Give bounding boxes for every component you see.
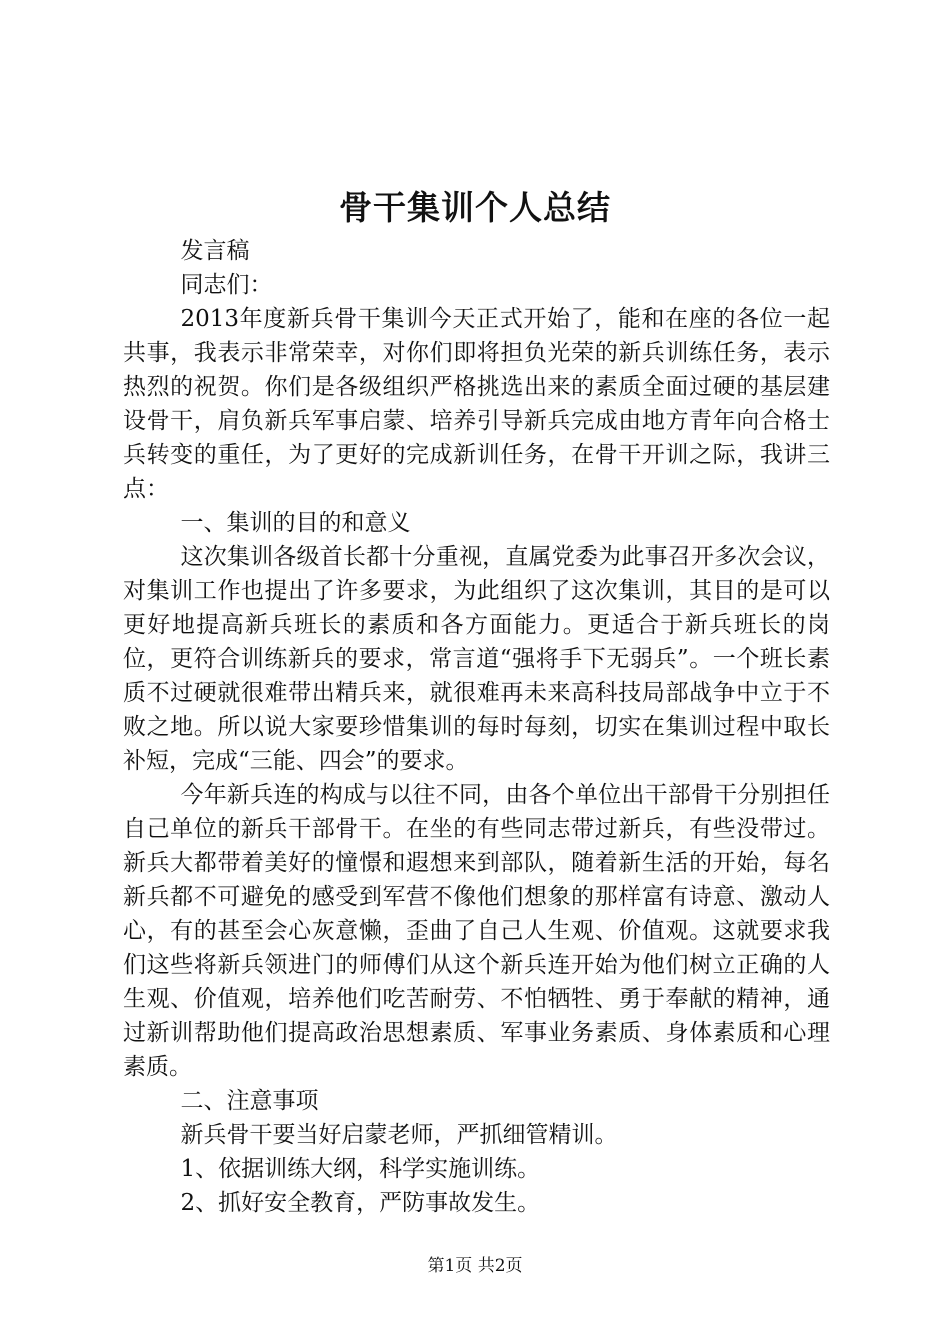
document-title: 骨干集训个人总结	[339, 188, 611, 227]
section-heading-1: 一、集训的目的和意义	[180, 510, 411, 536]
document-body	[123, 234, 830, 1220]
list-item-2: 2、抓好安全教育，严防事故发生。	[180, 1190, 541, 1216]
section-heading-2: 二、注意事项	[180, 1088, 319, 1114]
paragraph-label: 发言稿	[180, 238, 250, 264]
paragraph-purpose: 这次集训各级首长都十分重视，直属党委为此事召开多次会议，对集训工作也提出了许多要求，为此组织了这次集训，其目的是可以更好地提高新兵班长的素质和各方面能力。更适合于新兵班长的岗位，更符合训练新兵的要求，常言道“强将手下无弱兵”。一个班长素质不过硬就很难带出精兵来，就很难再未来高科技局部战争中立于不败之地。所以说大家要珍惜集训的每时每刻，切实在集训过程中取长补短，完成“三能、四会”的要求。	[123, 544, 830, 774]
page-footer: 第1页 共2页	[427, 1256, 523, 1276]
list-item-1: 1、依据训练大纲，科学实施训练。	[180, 1156, 541, 1182]
paragraph-salutation: 同志们：	[180, 272, 273, 298]
paragraph-notes: 新兵骨干要当好启蒙老师，严抓细管精训。	[180, 1122, 618, 1148]
paragraph-intro: 2013年度新兵骨干集训今天正式开始了，能和在座的各位一起共事，我表示非常荣幸，对你们即将担负光荣的新兵训练任务，表示热烈的祝贺。你们是各级组织严格挑选出来的素质全面过硬的基层建设骨干，肩负新兵军事启蒙、培养引导新兵完成由地方青年向合格士兵转变的重任，为了更好的完成新训任务，在骨干开训之际，我讲三点：	[123, 306, 830, 502]
paragraph-new-recruits: 今年新兵连的构成与以往不同，由各个单位出干部骨干分别担任自己单位的新兵干部骨干。在坐的有些同志带过新兵，有些没带过。新兵大都带着美好的憧憬和遐想来到部队，随着新生活的开始，每名新兵都不可避免的感受到军营不像他们想象的那样富有诗意、激动人心，有的甚至会心灰意懒，歪曲了自己人生观、价值观。这就要求我们这些将新兵领进门的师傅们从这个新兵连开始为他们树立正确的人生观、价值观，培养他们吃苦耐劳、不怕牺牲、勇于奉献的精神，通过新训帮助他们提高政治思想素质、军事业务素质、身体素质和心理素质。	[123, 782, 830, 1080]
